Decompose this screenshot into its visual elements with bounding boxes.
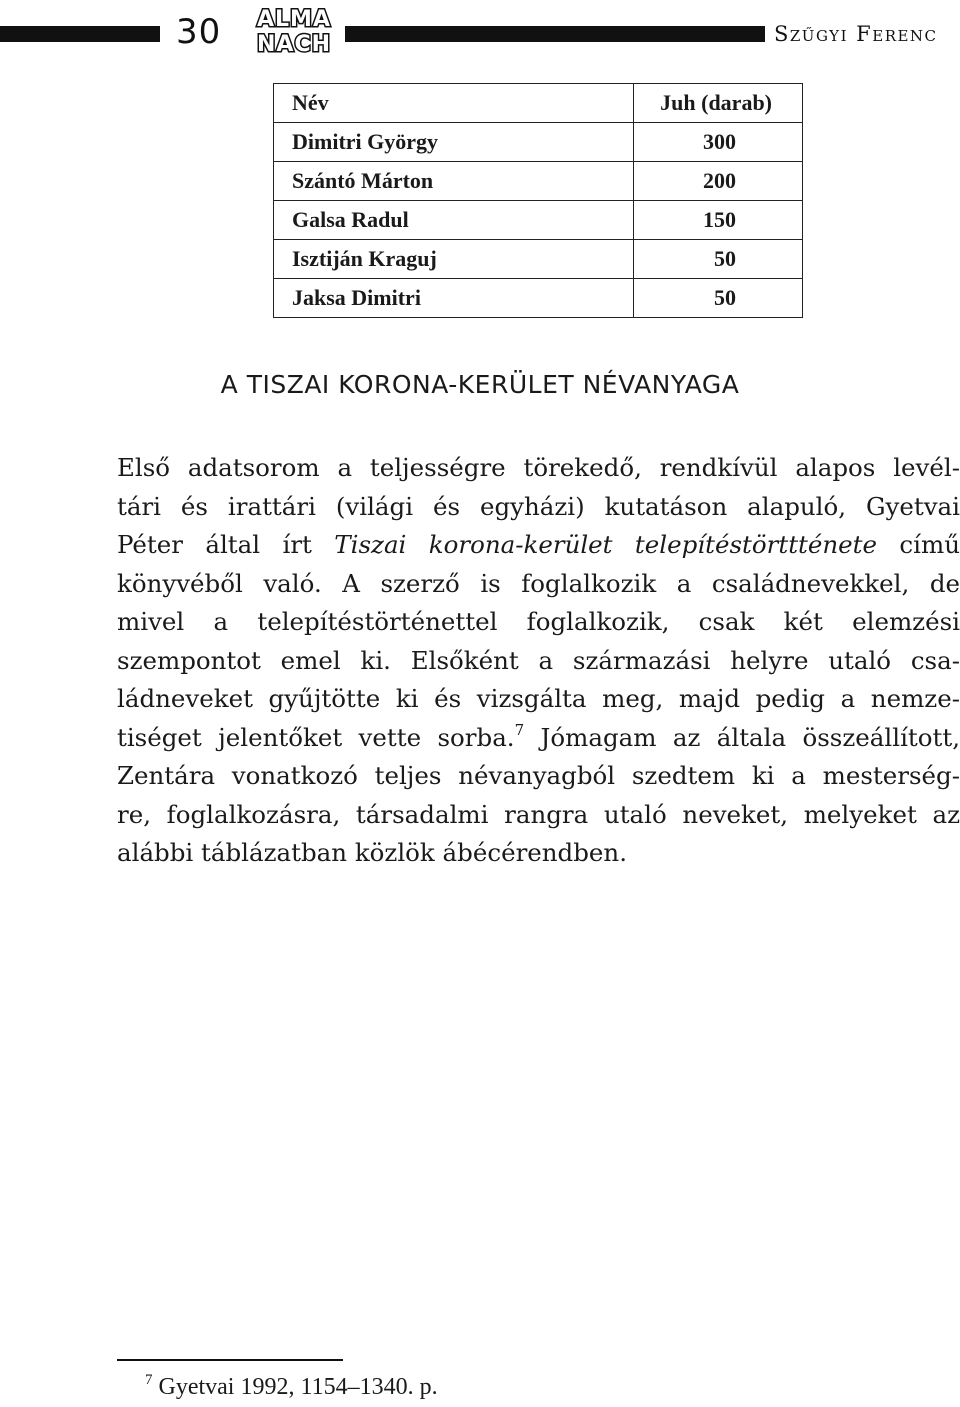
table-row (274, 279, 803, 318)
paragraph-line: könyvéből való. A szerző is foglalkozik a családnevekkel, de (117, 568, 960, 598)
table-row (274, 201, 803, 240)
logo-text-top: ALMA (257, 7, 331, 32)
section-title: A TISZAI KORONA-KERÜLET NÉVANYAGA (220, 370, 740, 399)
text-run: Péter által írt (117, 530, 335, 559)
paragraph-line: re, foglalkozásra, társadalmi rangra utaló neveket, melyeket az (117, 799, 960, 829)
cell-sheep: 300 (634, 123, 803, 162)
table-row (274, 162, 803, 201)
text-run: című (877, 530, 960, 559)
cell-name: Szántó Márton (274, 162, 634, 201)
text-run: Jómagam az általa összeállított, (524, 722, 960, 752)
column-header-name: Név (274, 84, 634, 123)
cell-sheep: 50 (634, 240, 803, 279)
footnote (145, 1372, 438, 1402)
header-bar-left (0, 26, 160, 42)
cell-sheep: 200 (634, 162, 803, 201)
almanach-logo (248, 4, 340, 56)
paragraph-line: ládneveket gyűjtötte ki és vizsgálta meg, majd pedig a nemze- (117, 684, 960, 713)
logo-text-bottom: NACH (257, 32, 331, 56)
footnote-reference: 7 (514, 720, 525, 739)
paragraph-line: Első adatsorom a teljességre törekedő, rendkívül alapos levél- (117, 453, 960, 482)
cell-name: Isztiján Kraguj (274, 240, 634, 279)
table-row (274, 240, 803, 279)
footnote-marker: 7 (145, 1372, 153, 1388)
column-header-sheep: Juh (darab) (634, 84, 803, 123)
footnote-text: Gyetvai 1992, 1154–1340. p. (158, 1374, 438, 1400)
table-row (274, 123, 803, 162)
paragraph-line: tári és irattári (világi és egyházi) kutatáson alapuló, Gyetvai (117, 491, 960, 521)
cell-name: Dimitri György (274, 123, 634, 162)
table-header-row (274, 84, 803, 123)
paragraph-line: mivel a telepítéstörténettel foglalkozik, csak két elemzési (117, 607, 960, 636)
header-bar-right (345, 26, 765, 42)
cell-name: Galsa Radul (274, 201, 634, 240)
body-paragraph (117, 449, 960, 873)
cell-name: Jaksa Dimitri (274, 279, 634, 318)
author-name: Szűgyi Ferenc (774, 22, 938, 46)
page-header (0, 0, 960, 64)
paragraph-line: alábbi táblázatban közlök ábécérendben. (117, 838, 627, 867)
paragraph-line: Zentára vonatkozó teljes névanyagból szedtem ki a mesterség- (117, 761, 960, 790)
book-title: Tiszai korona-kerület telepítéstörttténete (334, 530, 878, 559)
paragraph-line: szempontot emel ki. Elsőként a származási helyre utaló csa- (117, 645, 960, 675)
paragraph-line (117, 719, 960, 758)
page-number: 30 (176, 12, 222, 52)
text-run: tiséget jelentőket vette sorba. (117, 722, 515, 752)
paragraph-line (117, 526, 960, 565)
footnote-divider (117, 1359, 343, 1361)
cell-sheep: 150 (634, 201, 803, 240)
sheep-table (273, 83, 803, 318)
cell-sheep: 50 (634, 279, 803, 318)
